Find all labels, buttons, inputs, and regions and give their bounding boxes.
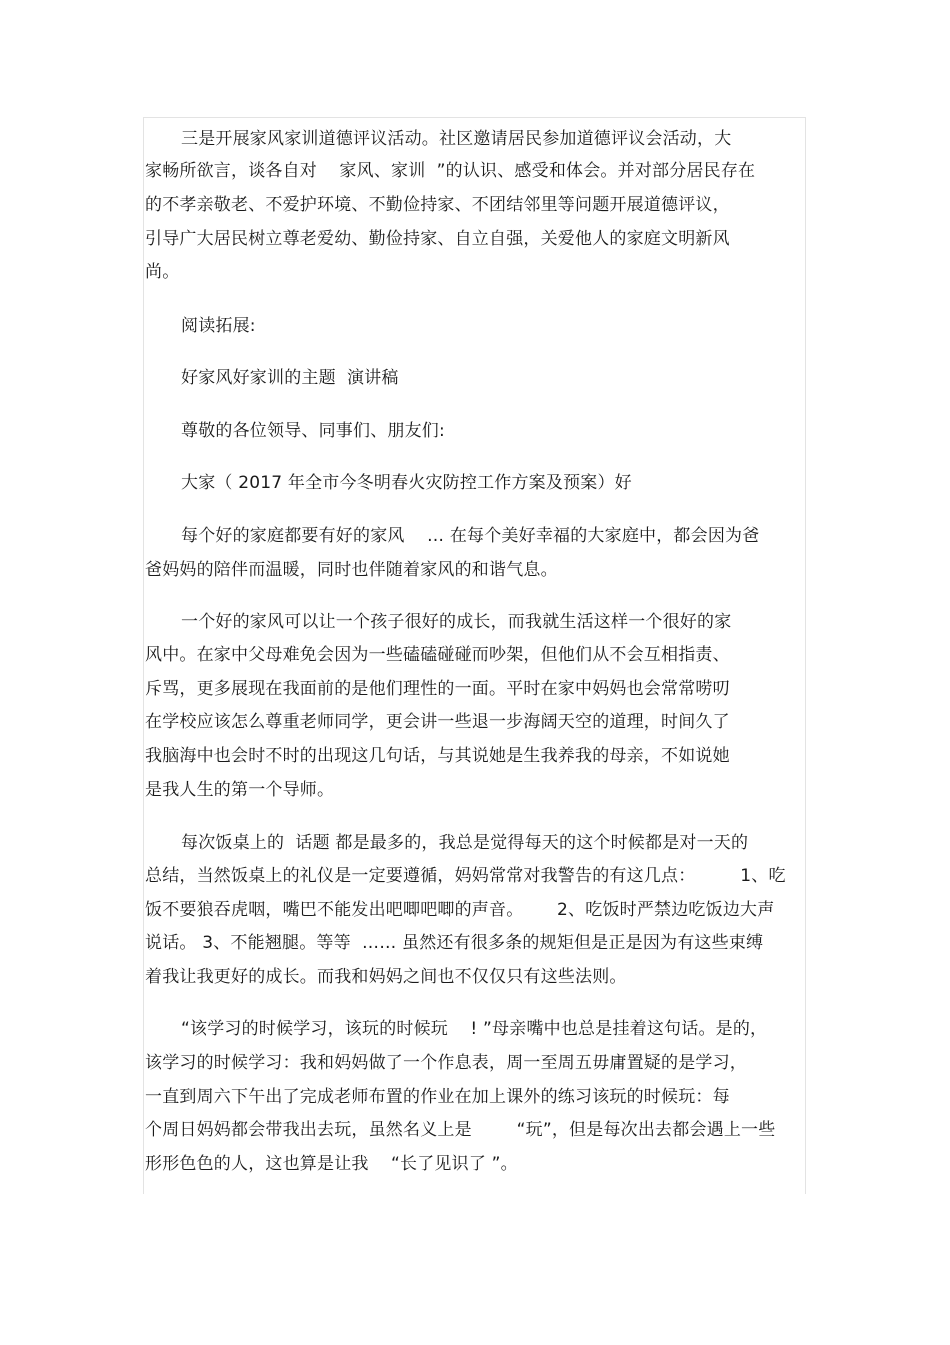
paragraph-7-line-5: 我脑海中也会时不时的出现这几句话，与其说她是生我养我的母亲，不如说她 [145, 746, 730, 766]
paragraph-6-line-2: 爸妈妈的陪伴而温暖，同时也伴随着家风的和谐气息。 [145, 560, 558, 580]
paragraph-7-line-4: 在学校应该怎么尊重老师同学，更会讲一些退一步海阔天空的道理，时间久了 [145, 712, 730, 732]
paragraph-8-line-5: 着我让我更好的成长。而我和妈妈之间也不仅仅只有这些法则。 [145, 967, 627, 987]
paragraph-8-line-4: 说话。 3、不能翘腿。等等 …… 虽然还有很多条的规矩但是正是因为有这些束缚 [145, 933, 764, 953]
paragraph-6-line-1: 每个好的家庭都要有好的家风 … 在每个美好幸福的大家庭中，都会因为爸 [181, 526, 760, 546]
paragraph-1-line-3: 的不孝亲敬老、不爱护环境、不勤俭持家、不团结邻里等问题开展道德评议， [145, 195, 730, 215]
salutation: 尊敬的各位领导、同事们、朋友们: [181, 421, 445, 441]
paragraph-9-line-2: 该学习的时候学习：我和妈妈做了一个作息表，周一至周五毋庸置疑的是学习， [145, 1053, 747, 1073]
paragraph-9-line-3: 一直到周六下午出了完成老师布置的作业在加上课外的练习该玩的时候玩：每 [145, 1087, 730, 1107]
paragraph-1-line-2: 家畅所欲言，谈各自对 家风、家训 ”的认识、感受和体会。并对部分居民存在 [145, 161, 756, 181]
reading-extension-label: 阅读拓展: [181, 316, 256, 336]
paragraph-1-line-4: 引导广大居民树立尊老爱幼、勤俭持家、自立自强，关爱他人的家庭文明新风 [145, 229, 730, 249]
paragraph-1-line-1: 三是开展家风家训道德评议活动。社区邀请居民参加道德评议会活动，大 [181, 129, 732, 149]
paragraph-9-line-4: 个周日妈妈都会带我出去玩，虽然名义上是 “玩”，但是每次出去都会遇上一些 [145, 1120, 776, 1140]
paragraph-9-line-1: “该学习的时候学习，该玩的时候玩 ! ”母亲嘴中也总是挂着这句话。是的， [181, 1019, 768, 1039]
paragraph-1-line-5: 尚。 [145, 262, 180, 282]
speech-title: 好家风好家训的主题 演讲稿 [181, 368, 399, 388]
paragraph-8-line-3: 饭不要狼吞虎咽，嘴巴不能发出吧唧吧唧的声音。 2、吃饭时严禁边吃饭边大声 [145, 900, 775, 920]
paragraph-8-line-2: 总结，当然饭桌上的礼仪是一定要遵循，妈妈常常对我警告的有这几点： 1、吃 [145, 866, 786, 886]
paragraph-9-line-5: 形形色色的人，这也算是让我 “长了见识了 ”。 [145, 1154, 518, 1174]
paragraph-7-line-2: 风中。在家中父母难免会因为一些磕磕碰碰而吵架，但他们从不会互相指责、 [145, 645, 730, 665]
paragraph-7-line-3: 斥骂，更多展现在我面前的是他们理性的一面。平时在家中妈妈也会常常唠叨 [145, 679, 730, 699]
paragraph-7-line-6: 是我人生的第一个导师。 [145, 780, 335, 800]
paragraph-7-line-1: 一个好的家风可以让一个孩子很好的成长，而我就生活这样一个很好的家 [181, 612, 732, 632]
paragraph-8-line-1: 每次饭桌上的 话题 都是最多的，我总是觉得每天的这个时候都是对一天的 [181, 833, 749, 853]
greeting: 大家（ 2017 年全市今冬明春火灾防控工作方案及预案）好 [181, 473, 632, 493]
